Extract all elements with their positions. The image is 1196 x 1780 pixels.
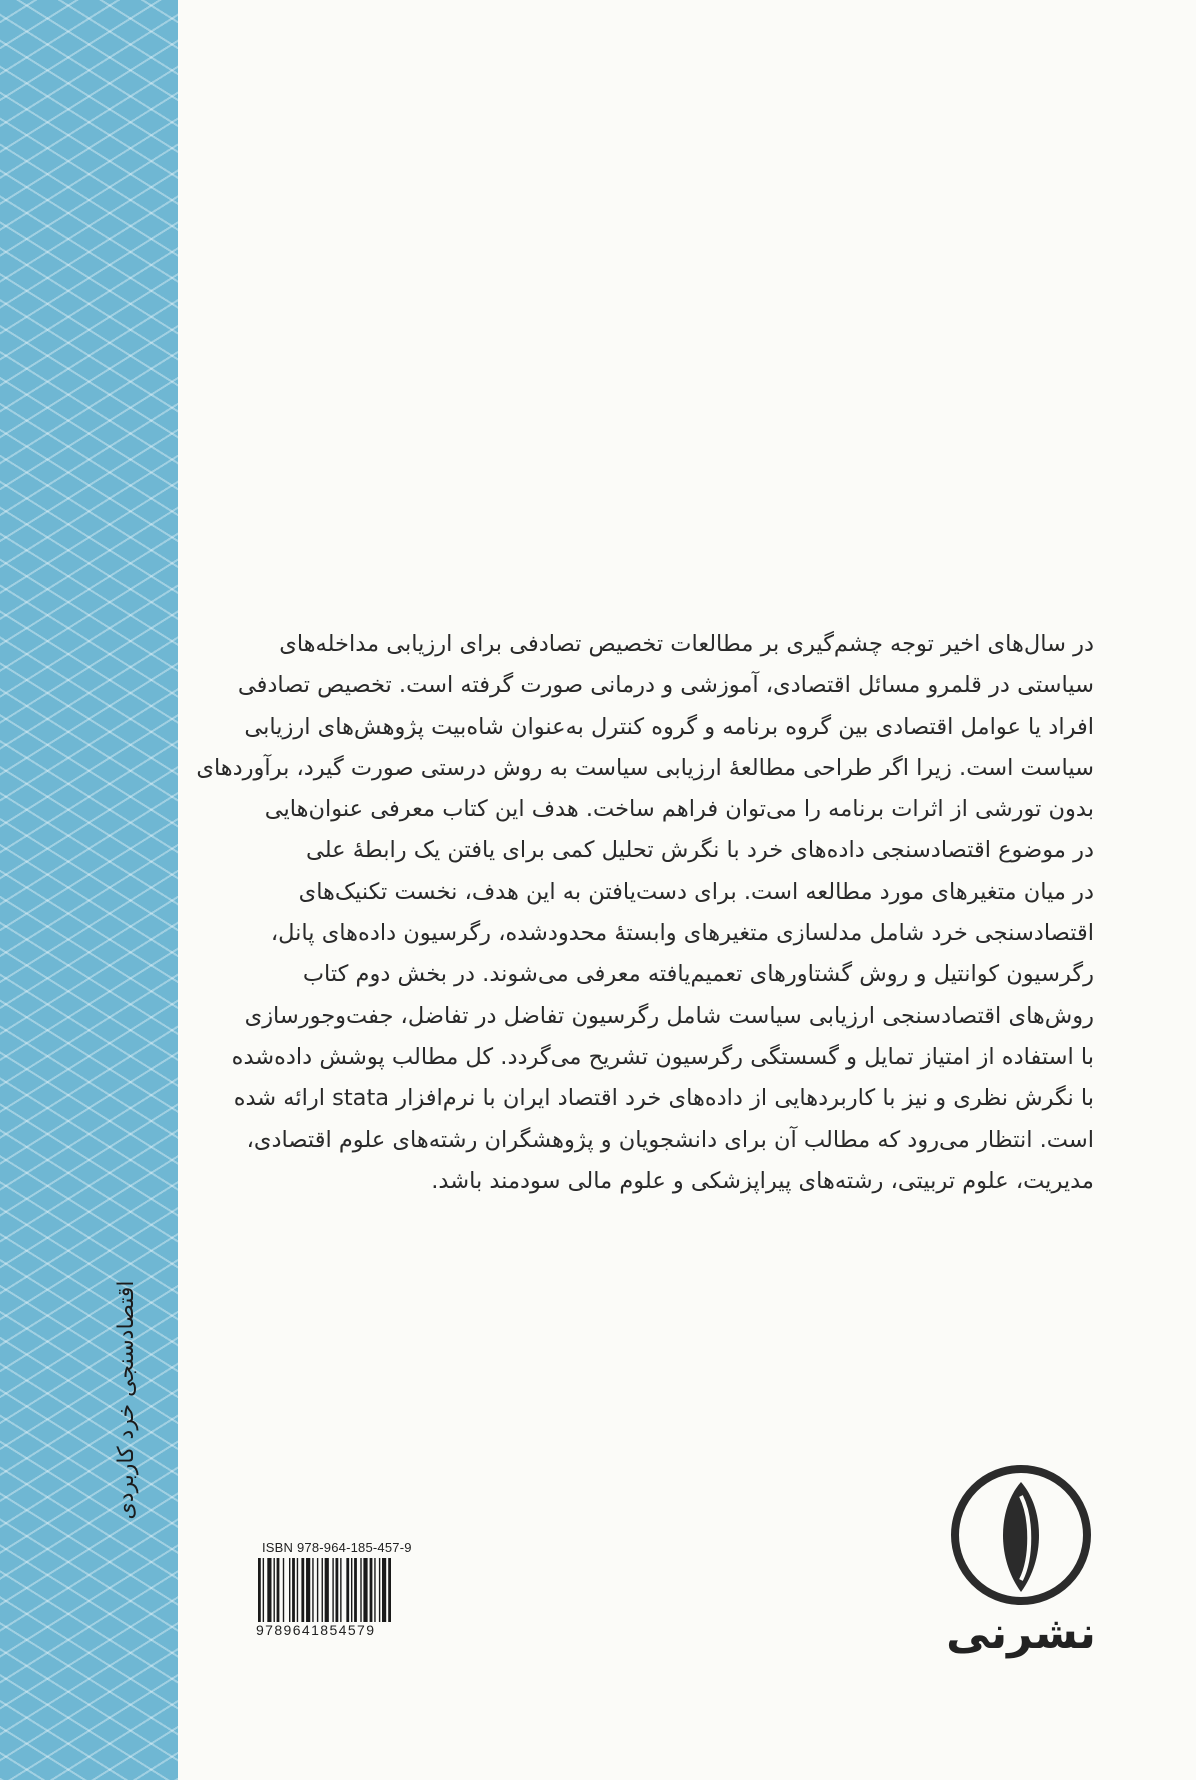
isbn-label: ISBN 978-964-185-457-9: [262, 1540, 412, 1555]
blurb-line: در موضوع اقتصادسنجی داده‌های خرد با نگرش تحلیل کمی برای یافتن یک رابطهٔ علی: [305, 837, 1094, 864]
blurb-line: در سال‌های اخیر توجه چشم‌گیری بر مطالعات تخصیص تصادفی برای ارزیابی مداخله‌های: [279, 631, 1094, 657]
ean-number: 9789641854579: [256, 1622, 376, 1638]
back-cover-blurb: [196, 624, 1094, 1202]
blurb-line: سیاستی در قلمرو مسائل اقتصادی، آموزشی و درمانی صورت گرفته است. تخصیص تصادفی: [237, 672, 1094, 699]
blurb-line: با استفاده از امتیاز تمایل و گسستگی رگرسیون تشریح می‌گردد. کل مطالب پوشش داده‌شده: [231, 1043, 1094, 1070]
blurb-line: اقتصادسنجی خرد شامل مدلسازی متغیرهای وابستهٔ محدودشده، رگرسیون داده‌های پانل،: [270, 920, 1094, 947]
isbn-barcode: [256, 1540, 456, 1638]
spine-handwritten-title: اقتصادسنجی خرد کاربردی: [114, 1280, 139, 1520]
blurb-line: بدون تورشی از اثرات برنامه را می‌توان فراهم ساخت. هدف این کتاب معرفی عنوان‌هایی: [264, 796, 1094, 823]
blurb-line: سیاست است. زیرا اگر طراحی مطالعهٔ ارزیابی سیاست به روش درستی صورت گیرد، برآوردهای: [196, 754, 1094, 781]
publisher-logo: [946, 1460, 1096, 1659]
blurb-line: در میان متغیرهای مورد مطالعه است. برای دست‌یافتن به این هدف، نخست تکنیک‌های: [298, 878, 1094, 905]
publisher-name: نشرنی: [946, 1608, 1096, 1659]
blurb-line: مدیریت، علوم تربیتی، رشته‌های پیراپزشکی و علوم مالی سودمند باشد.: [431, 1167, 1094, 1194]
blurb-line: است. انتظار می‌رود که مطالب آن برای دانشجویان و پژوهشگران رشته‌های علوم اقتصادی،: [246, 1126, 1094, 1153]
blurb-line: رگرسیون کوانتیل و روش گشتاورهای تعمیم‌یافته معرفی می‌شوند. در بخش دوم کتاب: [302, 961, 1094, 988]
spine-pattern: [0, 0, 178, 1780]
blurb-line: با نگرش نظری و نیز با کاربردهایی از داده‌های خرد اقتصاد ایران با نرم‌افزار stata ارائه شده: [233, 1085, 1094, 1112]
barcode-icon: [256, 1558, 450, 1622]
ney-leaf-logo-icon: [946, 1460, 1096, 1610]
blurb-line: روش‌های اقتصادسنجی ارزیابی سیاست شامل رگرسیون تفاضل در تفاضل، جفت‌وجورسازی: [244, 1002, 1094, 1029]
blurb-line: افراد یا عوامل اقتصادی بین گروه برنامه و گروه کنترل به‌عنوان شاه‌بیت پژوهش‌های ارزیابی: [244, 713, 1094, 740]
